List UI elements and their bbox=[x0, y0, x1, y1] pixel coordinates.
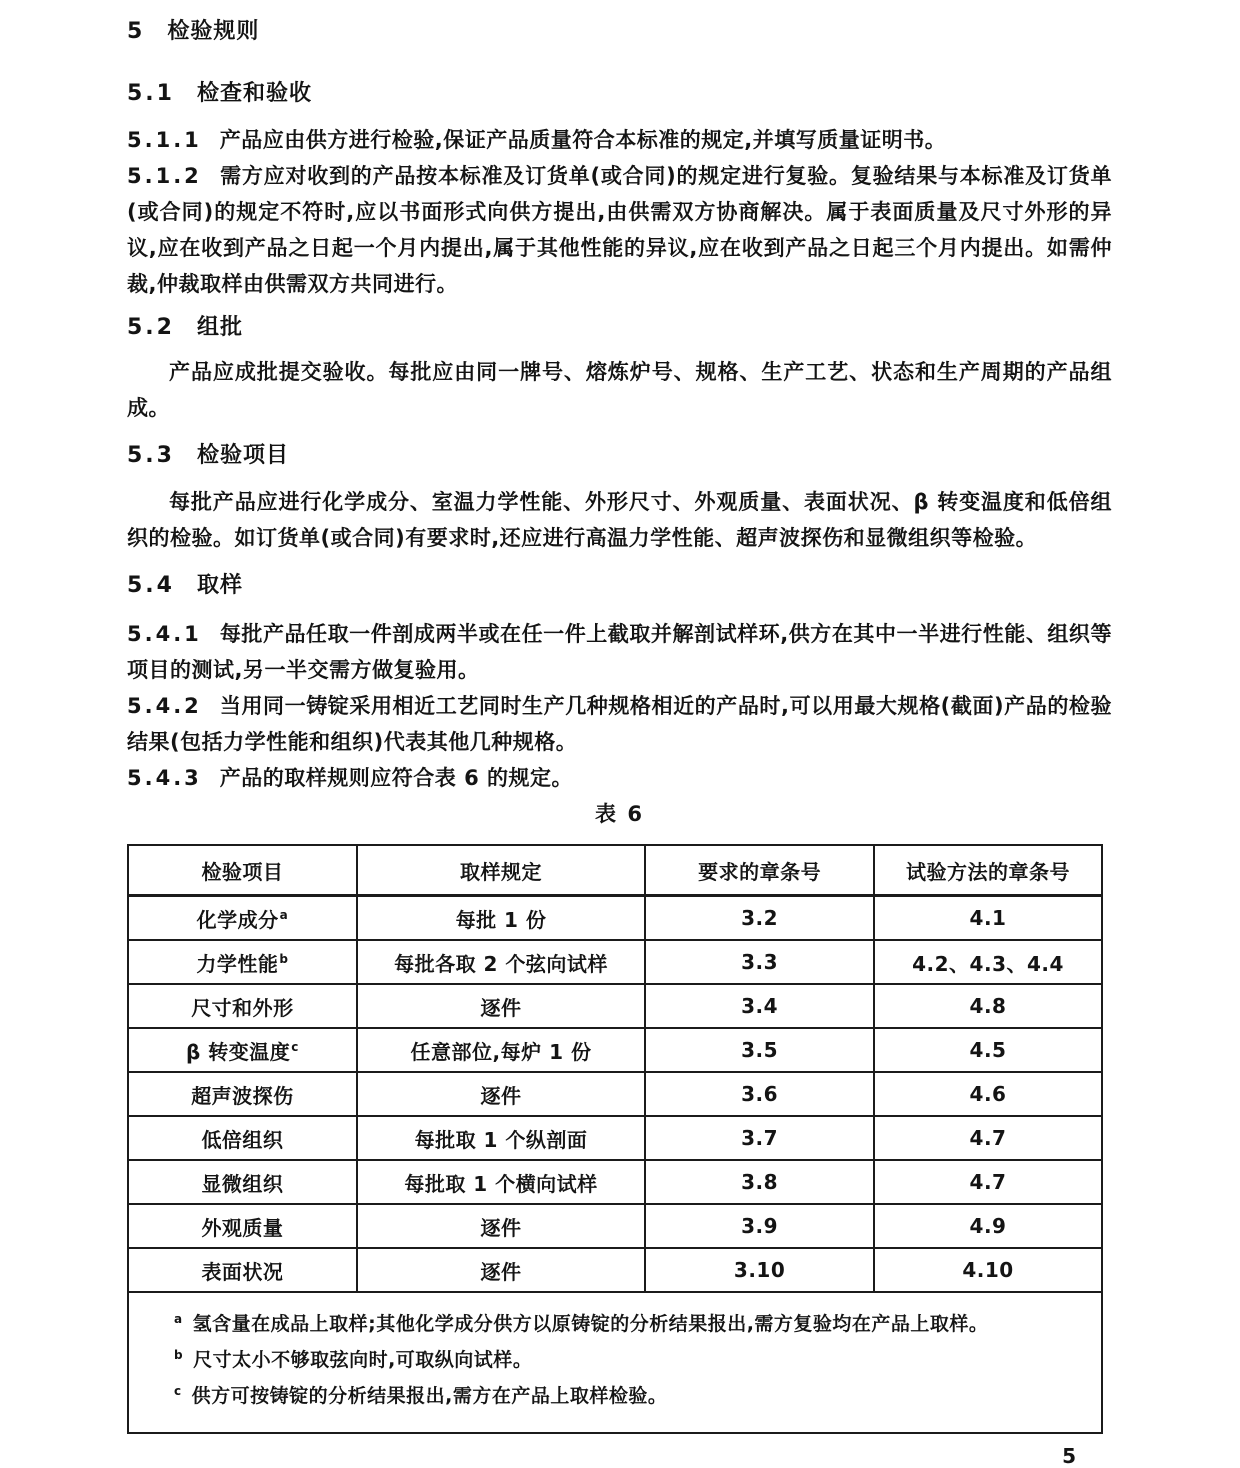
table-footnote-cell bbox=[128, 1292, 1102, 1433]
paragraph-5-1-1 bbox=[127, 122, 1112, 158]
cell-test-method-clause: 4.6 bbox=[874, 1072, 1102, 1116]
cell-sampling-rule: 任意部位,每炉 1 份 bbox=[357, 1028, 645, 1072]
table-row bbox=[128, 1072, 1102, 1116]
inspection-item-label: 超声波探伤 bbox=[191, 1083, 294, 1108]
clause-number: 5.4 bbox=[127, 573, 175, 598]
paragraph-text: 产品的取样规则应符合表 6 的规定。 bbox=[219, 766, 574, 790]
inspection-item-label: β 转变温度 bbox=[185, 1039, 291, 1064]
footnote-marker: c bbox=[291, 1039, 299, 1054]
clause-number: 5.1 bbox=[127, 81, 175, 106]
cell-requirement-clause: 3.8 bbox=[645, 1160, 874, 1204]
table-row bbox=[128, 1160, 1102, 1204]
cell-inspection-item bbox=[128, 940, 357, 984]
cell-inspection-item bbox=[128, 1028, 357, 1072]
cell-test-method-clause: 4.9 bbox=[874, 1204, 1102, 1248]
table-row bbox=[128, 984, 1102, 1028]
inspection-item-label: 显微组织 bbox=[201, 1171, 284, 1196]
cell-inspection-item bbox=[128, 1116, 357, 1160]
clause-title: 检验规则 bbox=[167, 19, 260, 44]
cell-requirement-clause: 3.7 bbox=[645, 1116, 874, 1160]
cell-sampling-rule: 每批取 1 个纵剖面 bbox=[357, 1116, 645, 1160]
table-row bbox=[128, 940, 1102, 984]
clause-title: 检验项目 bbox=[196, 443, 289, 468]
table-footnotes bbox=[173, 1307, 1083, 1414]
cell-requirement-clause: 3.3 bbox=[645, 940, 874, 984]
paragraph-text: 当用同一铸锭采用相近工艺同时生产几种规格相近的产品时,可以用最大规格(截面)产品的检验结果(包括力学性能和组织)代表其他几种规格。 bbox=[127, 694, 1112, 754]
cell-inspection-item bbox=[128, 896, 357, 941]
inspection-item-label: 低倍组织 bbox=[201, 1127, 284, 1152]
paragraph-5-4-2 bbox=[127, 688, 1112, 760]
table-row bbox=[128, 1028, 1102, 1072]
clause-number: 5.2 bbox=[127, 315, 175, 340]
cell-inspection-item bbox=[128, 1204, 357, 1248]
column-header: 取样规定 bbox=[357, 845, 645, 896]
footnote-text: 供方可按铸锭的分析结果报出,需方在产品上取样检验。 bbox=[191, 1385, 668, 1407]
cell-test-method-clause: 4.7 bbox=[874, 1116, 1102, 1160]
sampling-rules-table bbox=[127, 844, 1103, 1434]
column-header: 要求的章条号 bbox=[645, 845, 874, 896]
cell-sampling-rule: 逐件 bbox=[357, 1072, 645, 1116]
table-row bbox=[128, 1248, 1102, 1292]
table-footnote bbox=[173, 1343, 1083, 1378]
footnote-text: 尺寸太小不够取弦向时,可取纵向试样。 bbox=[193, 1349, 533, 1371]
clause-number: 5.1.1 bbox=[127, 128, 202, 152]
table-row bbox=[128, 1204, 1102, 1248]
section-heading-5-3 bbox=[127, 438, 1112, 474]
column-header: 试验方法的章条号 bbox=[874, 845, 1102, 896]
inspection-item-label: 表面状况 bbox=[201, 1259, 284, 1284]
table-row bbox=[128, 1116, 1102, 1160]
clause-number: 5.3 bbox=[127, 443, 175, 468]
cell-test-method-clause: 4.7 bbox=[874, 1160, 1102, 1204]
clause-number: 5.4.1 bbox=[127, 622, 202, 646]
section-heading-5 bbox=[127, 14, 1112, 50]
cell-sampling-rule: 每批 1 份 bbox=[357, 896, 645, 941]
paragraph-text: 产品应由供方进行检验,保证产品质量符合本标准的规定,并填写质量证明书。 bbox=[219, 128, 947, 152]
inspection-item-label: 化学成分 bbox=[196, 907, 279, 932]
cell-test-method-clause: 4.5 bbox=[874, 1028, 1102, 1072]
paragraph-5-4-3 bbox=[127, 760, 1112, 796]
clause-title: 组批 bbox=[196, 315, 243, 340]
paragraph-5-4-1 bbox=[127, 616, 1112, 688]
clause-number: 5 bbox=[127, 19, 146, 44]
cell-sampling-rule: 每批取 1 个横向试样 bbox=[357, 1160, 645, 1204]
table-footnote bbox=[173, 1307, 1083, 1342]
section-heading-5-2 bbox=[127, 310, 1112, 346]
cell-sampling-rule: 逐件 bbox=[357, 1204, 645, 1248]
paragraph-5-3: 每批产品应进行化学成分、室温力学性能、外形尺寸、外观质量、表面状况、β 转变温度和低倍组织的检验。如订货单(或合同)有要求时,还应进行高温力学性能、超声波探伤和显微组织等检验。 bbox=[127, 490, 1112, 550]
table-row bbox=[128, 896, 1102, 941]
cell-sampling-rule: 逐件 bbox=[357, 984, 645, 1028]
paragraph-5-2: 产品应成批提交验收。每批应由同一牌号、熔炼炉号、规格、生产工艺、状态和生产周期的产品组成。 bbox=[127, 360, 1112, 420]
clause-title: 检查和验收 bbox=[196, 81, 312, 106]
cell-inspection-item bbox=[128, 1160, 357, 1204]
cell-requirement-clause: 3.9 bbox=[645, 1204, 874, 1248]
page-number: 5 bbox=[1062, 1444, 1076, 1468]
table-header-row bbox=[128, 845, 1102, 896]
table-body bbox=[128, 896, 1102, 1293]
clause-number: 5.1.2 bbox=[127, 164, 202, 188]
table-caption: 表 6 bbox=[595, 802, 644, 826]
cell-requirement-clause: 3.5 bbox=[645, 1028, 874, 1072]
table-footnote-row bbox=[128, 1292, 1102, 1433]
cell-inspection-item bbox=[128, 1072, 357, 1116]
cell-requirement-clause: 3.10 bbox=[645, 1248, 874, 1292]
clause-title: 取样 bbox=[196, 573, 243, 598]
column-header: 检验项目 bbox=[128, 845, 357, 896]
cell-requirement-clause: 3.4 bbox=[645, 984, 874, 1028]
cell-requirement-clause: 3.2 bbox=[645, 896, 874, 941]
footnote-marker: a bbox=[279, 907, 289, 922]
cell-sampling-rule: 每批各取 2 个弦向试样 bbox=[357, 940, 645, 984]
section-heading-5-4 bbox=[127, 568, 1112, 604]
cell-requirement-clause: 3.6 bbox=[645, 1072, 874, 1116]
cell-inspection-item bbox=[128, 1248, 357, 1292]
footnote-marker: a bbox=[174, 1311, 183, 1326]
footnote-text: 氢含量在成品上取样;其他化学成分供方以原铸锭的分析结果报出,需方复验均在产品上取样。 bbox=[192, 1313, 989, 1335]
cell-inspection-item bbox=[128, 984, 357, 1028]
cell-test-method-clause: 4.10 bbox=[874, 1248, 1102, 1292]
cell-test-method-clause: 4.1 bbox=[874, 896, 1102, 941]
inspection-item-label: 力学性能 bbox=[196, 951, 279, 976]
footnote-marker: b bbox=[279, 951, 289, 966]
section-heading-5-1 bbox=[127, 76, 1112, 112]
paragraph-text: 需方应对收到的产品按本标准及订货单(或合同)的规定进行复验。复验结果与本标准及订货单(或合同)的规定不符时,应以书面形式向供方提出,由供需双方协商解决。属于表面质量及尺寸外形的异议,应在收到产品之日起一个月内提出,属于其他性能的异议,应在收到产品之日起三个月内提出。如需仲裁,仲裁取样由供需双方共同进行。 bbox=[127, 164, 1112, 296]
cell-test-method-clause: 4.8 bbox=[874, 984, 1102, 1028]
clause-number: 5.4.2 bbox=[127, 694, 202, 718]
cell-sampling-rule: 逐件 bbox=[357, 1248, 645, 1292]
footnote-marker: c bbox=[174, 1383, 182, 1398]
paragraph-text: 每批产品任取一件剖成两半或在任一件上截取并解剖试样环,供方在其中一半进行性能、组织等项目的测试,另一半交需方做复验用。 bbox=[127, 622, 1112, 682]
paragraph-5-1-2 bbox=[127, 158, 1112, 302]
cell-test-method-clause: 4.2、4.3、4.4 bbox=[874, 940, 1102, 984]
clause-number: 5.4.3 bbox=[127, 766, 202, 790]
footnote-marker: b bbox=[174, 1347, 184, 1362]
inspection-item-label: 外观质量 bbox=[201, 1215, 284, 1240]
inspection-item-label: 尺寸和外形 bbox=[191, 995, 294, 1020]
